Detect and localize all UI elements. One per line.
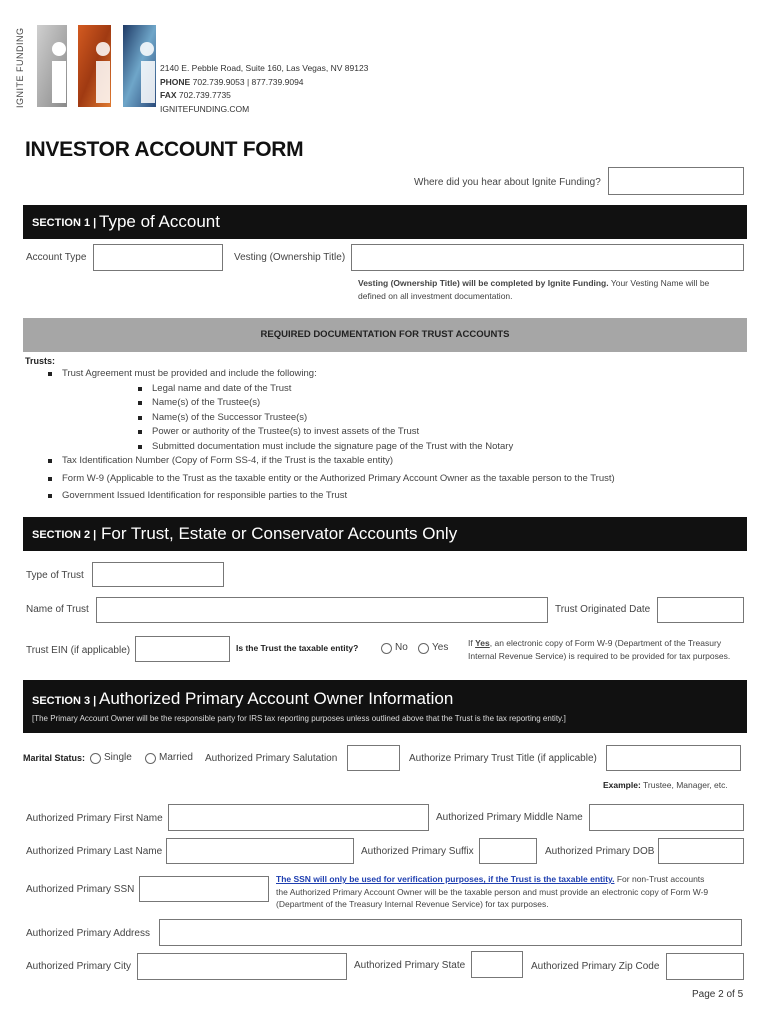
list-item: Name(s) of the Successor Trustee(s)	[48, 411, 615, 426]
single-label: Single	[104, 752, 132, 763]
single-radio[interactable]	[90, 753, 101, 764]
section2-title: For Trust, Estate or Conservator Accounts Only	[101, 524, 458, 543]
zip-label: Authorized Primary Zip Code	[531, 961, 660, 972]
ssn-input[interactable]	[139, 876, 269, 902]
referral-label: Where did you hear about Ignite Funding?	[414, 177, 601, 188]
ssn-note-link[interactable]: The SSN will only be used for verification purposes, if the Trust is the taxable entity.	[276, 874, 615, 884]
last-name-input[interactable]	[166, 838, 354, 864]
taxable-no-label: No	[395, 642, 408, 653]
zip-input[interactable]	[666, 953, 744, 980]
city-input[interactable]	[137, 953, 347, 980]
middle-name-input[interactable]	[589, 804, 744, 831]
taxable-yes-label: Yes	[432, 642, 449, 653]
trusts-label: Trusts:	[25, 356, 56, 366]
section3-header	[23, 680, 747, 733]
section3-title: Authorized Primary Account Owner Information	[99, 689, 454, 708]
list-item: Power or authority of the Trustee(s) to invest assets of the Trust	[48, 425, 615, 440]
section2-header	[23, 517, 747, 551]
trust-ein-label: Trust EIN (if applicable)	[26, 645, 131, 656]
company-address: 2140 E. Pebble Road, Suite 160, Las Vegas, NV 89123	[160, 63, 369, 73]
list-item: Form W-9 (Applicable to the Trust as the taxable entity or the Authorized Primary Account Owner as the taxable person to the Trust)	[48, 472, 615, 487]
middle-name-label: Authorized Primary Middle Name	[436, 812, 583, 823]
address-input[interactable]	[159, 919, 742, 946]
list-item: Legal name and date of the Trust	[48, 382, 615, 397]
state-input[interactable]	[471, 951, 523, 978]
list-item: Submitted documentation must include the signature page of the Trust with the Notary	[48, 440, 615, 455]
vesting-note: Vesting (Ownership Title) will be completed by Ignite Funding. Your Vesting Name will be defined on all investment documentation.	[358, 278, 710, 301]
married-label: Married	[159, 752, 193, 763]
taxable-entity-question: Is the Trust the taxable entity?	[236, 643, 359, 653]
trust-title-label: Authorize Primary Trust Title (if applicable)	[409, 753, 597, 764]
salutation-input[interactable]	[347, 745, 400, 771]
vesting-input[interactable]	[351, 244, 744, 271]
company-fax: FAX 702.739.7735	[160, 90, 231, 100]
vesting-label: Vesting (Ownership Title)	[234, 252, 346, 263]
trust-originated-date-label: Trust Originated Date	[555, 604, 651, 615]
section3-subtitle: [The Primary Account Owner will be the responsible party for IRS tax reporting purposes unless outlined above that the Trust is the tax reporting entity.]	[32, 714, 566, 723]
taxable-yes-radio[interactable]	[418, 643, 429, 654]
suffix-input[interactable]	[479, 838, 537, 864]
marital-status-label: Marital Status:	[23, 753, 86, 763]
trust-docs-list	[48, 367, 615, 504]
account-type-input[interactable]	[93, 244, 223, 271]
section1-header	[23, 205, 747, 239]
married-radio[interactable]	[145, 753, 156, 764]
trust-title-input[interactable]	[606, 745, 741, 771]
form-title: INVESTOR ACCOUNT FORM	[25, 138, 304, 161]
ssn-note: The SSN will only be used for verification purposes, if the Trust is the taxable entity. For non-Trust accounts the Authorized Primary Account Owner will be the taxable person and must provide an electronic copy of Form W-9 (Department of the Treasury Internal Revenue Service) for tax purposes.	[276, 874, 709, 909]
w9-note: If Yes, an electronic copy of Form W-9 (Department of the Treasury Internal Revenue Service) is required to be provided for tax purposes.	[468, 638, 731, 661]
dob-label: Authorized Primary DOB	[545, 846, 655, 857]
salutation-label: Authorized Primary Salutation	[205, 753, 338, 764]
section1-number: SECTION 1 |	[32, 217, 97, 229]
account-type-label: Account Type	[26, 252, 87, 263]
section1-title: Type of Account	[99, 212, 220, 231]
section3-number: SECTION 3 |	[32, 695, 97, 707]
type-of-trust-label: Type of Trust	[26, 570, 84, 581]
first-name-label: Authorized Primary First Name	[26, 813, 163, 824]
page-number: Page 2 of 5	[692, 989, 744, 1000]
taxable-no-radio[interactable]	[381, 643, 392, 654]
section2-number: SECTION 2 |	[32, 529, 97, 541]
list-item: Tax Identification Number (Copy of Form SS-4, if the Trust is the taxable entity)	[48, 454, 615, 469]
last-name-label: Authorized Primary Last Name	[26, 846, 163, 857]
company-phone: PHONE 702.739.9053 | 877.739.9094	[160, 76, 304, 87]
name-of-trust-label: Name of Trust	[26, 604, 89, 615]
name-of-trust-input[interactable]	[96, 597, 548, 623]
trust-title-example: Example: Trustee, Manager, etc.	[603, 780, 728, 790]
first-name-input[interactable]	[168, 804, 429, 831]
trust-ein-input[interactable]	[135, 636, 230, 662]
dob-input[interactable]	[658, 838, 744, 864]
referral-input[interactable]	[608, 167, 744, 195]
list-item: Name(s) of the Trustee(s)	[48, 396, 615, 411]
list-item: Government Issued Identification for responsible parties to the Trust	[48, 489, 615, 504]
type-of-trust-input[interactable]	[92, 562, 224, 587]
company-contact-block	[160, 62, 368, 116]
ssn-label: Authorized Primary SSN	[26, 884, 135, 895]
list-item: Trust Agreement must be provided and include the following:	[48, 367, 615, 382]
city-label: Authorized Primary City	[26, 961, 132, 972]
trust-originated-date-input[interactable]	[657, 597, 744, 623]
address-label: Authorized Primary Address	[26, 928, 150, 939]
suffix-label: Authorized Primary Suffix	[361, 846, 474, 857]
state-label: Authorized Primary State	[354, 960, 466, 971]
ignite-funding-logo	[37, 25, 159, 107]
company-website: IGNITEFUNDING.COM	[160, 103, 250, 114]
trust-docs-header-text: REQUIRED DOCUMENTATION FOR TRUST ACCOUNTS	[260, 329, 510, 340]
trust-docs-header	[23, 318, 747, 352]
brand-vertical-text: IGNITE FUNDING	[15, 27, 25, 108]
